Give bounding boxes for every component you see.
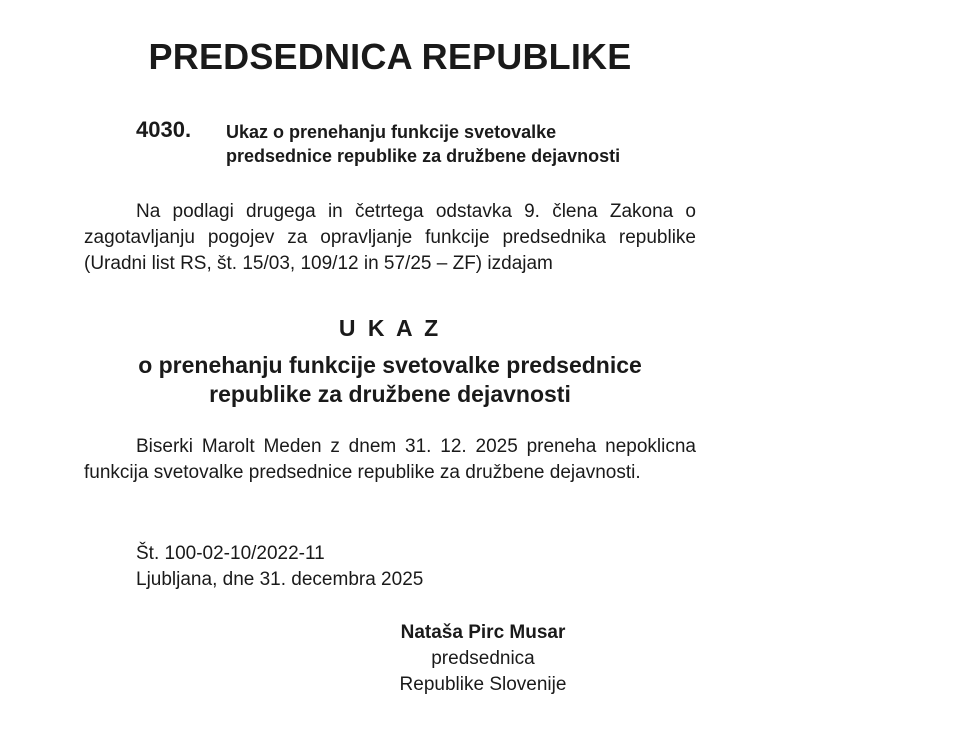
decree-subtitle-line-1: o prenehanju funkcije svetovalke predsednice bbox=[138, 352, 642, 378]
reference-block bbox=[136, 541, 423, 593]
signature-block bbox=[370, 620, 596, 698]
reference-number: Št. 100-02-10/2022-11 bbox=[136, 543, 325, 564]
decree-subtitle-line-2: republike za družbene dejavnosti bbox=[209, 381, 571, 407]
section-title: PREDSEDNICA REPUBLIKE bbox=[148, 36, 632, 77]
signatory-name: Nataša Pirc Musar bbox=[400, 622, 566, 643]
signatory-institution: Republike Slovenije bbox=[399, 674, 567, 695]
decree-subtitle bbox=[84, 351, 696, 409]
entry-title-line-1: Ukaz o prenehanju funkcije svetovalke bbox=[226, 122, 557, 142]
signatory-role: predsednica bbox=[431, 648, 535, 669]
decree-body-paragraph: Biserki Marolt Meden z dnem 31. 12. 2025 preneha nepoklicna funkcija svetovalke predsednice republike za družbene dejavnosti. bbox=[84, 436, 696, 483]
reference-place-date: Ljubljana, dne 31. decembra 2025 bbox=[136, 569, 424, 590]
entry-title bbox=[226, 120, 706, 168]
decree-heading: U K A Z bbox=[338, 315, 442, 341]
entry-number: 4030. bbox=[136, 117, 192, 142]
entry-title-line-2: predsednice republike za družbene dejavnosti bbox=[226, 146, 621, 166]
preamble-paragraph: Na podlagi drugega in četrtega odstavka 9. člena Zakona o zagotavljanju pogojev za opravljanje funkcije predsednika republike (Uradni list RS, št. 15/03, 109/12 in 57/25 – ZF) izdajam bbox=[84, 201, 696, 274]
